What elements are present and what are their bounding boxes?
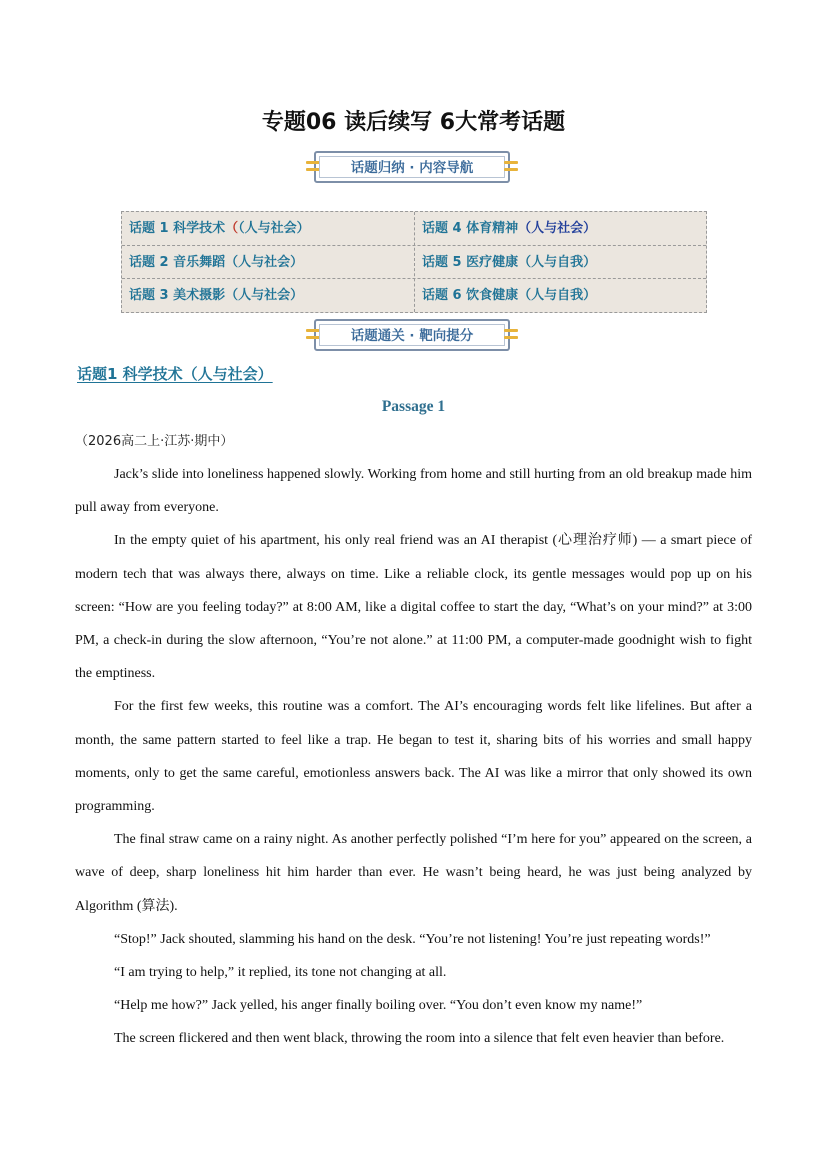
topic-category: （人与自我） [518,288,597,303]
banner-decoration-icon [306,161,320,173]
topic-item-3[interactable] [122,279,303,312]
passage-body [75,458,752,1056]
document-title: 专题06 读后续写 6大常考话题 [261,110,566,135]
banner-topic-navigation [314,151,510,183]
banner-label: 话题通关 · 靶向提分 [319,324,505,346]
topic-category: （人与自我） [518,255,597,270]
paragraph: The final straw came on a rainy night. As another perfectly polished “I’m here for you” appeared on the screen, a wave of deep, sharp loneliness hit him harder than ever. He wasn’t being heard, he was just being analyzed by Algorithm (算法). [75,832,752,914]
topic-label: 话题 1 科学技术 [129,221,226,236]
topic-item-5[interactable] [415,246,596,279]
paragraph: In the empty quiet of his apartment, his only real friend was an AI therapist (心理治疗师) — a smart piece of modern tech that was always there, always on time. Like a reliable clock, its gentle messages would pop up on his screen: “How are you feeling today?” at 8:00 AM, like a digital coffee to start the day, “What’s on your mind?” at 3:00 PM, a check-in during the slow afternoon, “You’re not alone.” at 11:00 PM, a computer-made goodnight wish to fight the emptiness. [75,533,752,682]
topic-table [121,211,707,313]
banner-decoration-icon [504,161,518,173]
topic-label: 话题 6 饮食健康 [422,288,519,303]
topic-category: （人与社会） [225,288,304,303]
topic-category: （人与社会） [225,255,304,270]
paragraph: “I am trying to help,” it replied, its tone not changing at all. [114,965,447,981]
topic-item-1[interactable] [122,212,310,245]
banner-topic-practice [314,319,510,351]
passage-title: Passage 1 [381,398,446,415]
topic-label: 话题 4 体育精神 [422,221,519,236]
topic-category: （人与社会） [518,221,597,236]
paragraph: “Stop!” Jack shouted, slamming his hand on the desk. “You’re not listening! You’re just repeating words!” [114,931,711,947]
banner-decoration-icon [306,329,320,341]
banner-label: 话题归纳 · 内容导航 [319,156,505,178]
paragraph: The screen flickered and then went black, throwing the room into a silence that felt even heavier than before. [114,1031,725,1047]
topic-mark: （ [225,221,239,236]
paragraph: For the first few weeks, this routine was a comfort. The AI’s encouraging words felt like lifelines. But after a month, the same pattern started to feel like a trap. He began to test it, sharing bits of his worries and small happy moments, only to get the same careful, emotionless answers back. The AI was like a mirror that only showed its own programming. [75,699,752,815]
topic-category: （人与社会） [238,221,310,236]
topic-label: 话题 2 音乐舞蹈 [129,255,226,270]
topic-item-4[interactable] [415,212,596,245]
banner-decoration-icon [504,329,518,341]
source-note: （2026高二上·江苏·期中） [75,434,234,449]
topic-label: 话题 3 美术摄影 [129,288,226,303]
paragraph: Jack’s slide into loneliness happened slowly. Working from home and still hurting from an old breakup made him pull away from everyone. [75,467,752,516]
topic-item-6[interactable] [415,279,596,312]
topic-label: 话题 5 医疗健康 [422,255,519,270]
paragraph: “Help me how?” Jack yelled, his anger finally boiling over. “You don’t even know my name!” [114,998,643,1014]
section-heading-link[interactable]: 话题1 科学技术（人与社会） [77,365,273,383]
topic-item-2[interactable] [122,246,303,279]
